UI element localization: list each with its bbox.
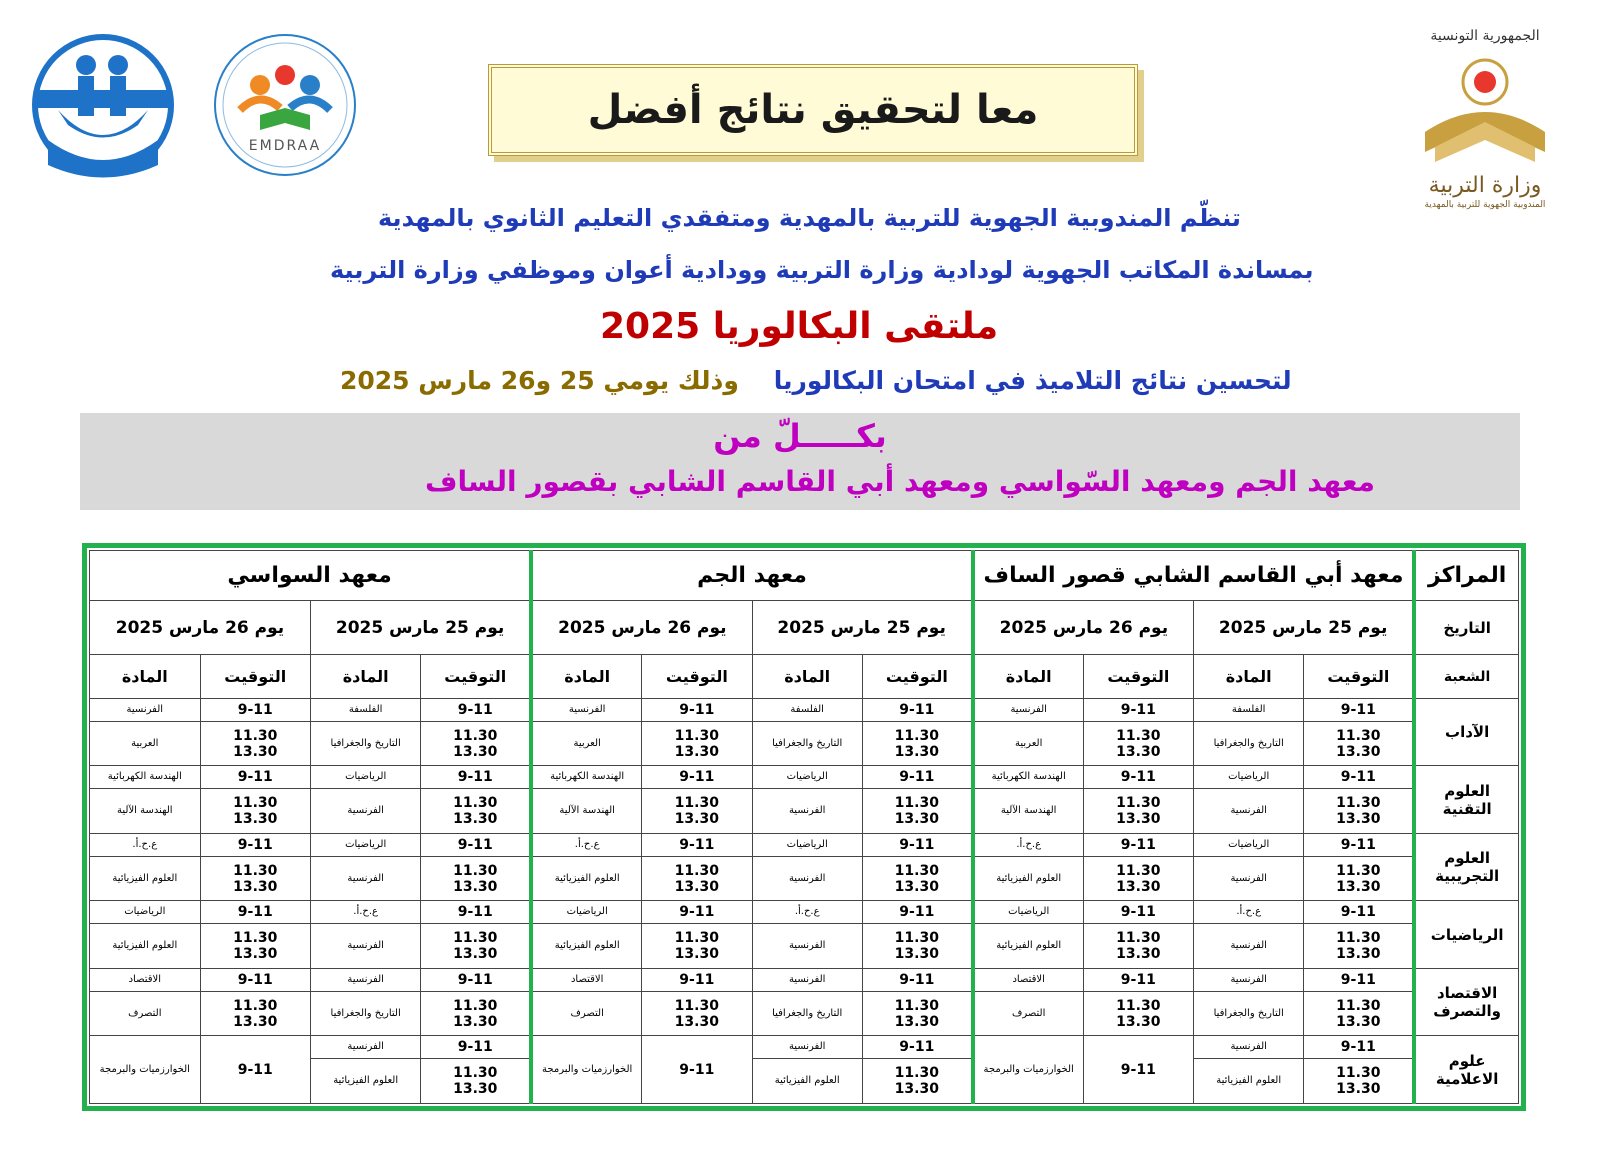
- time-start: 11.30: [1116, 862, 1161, 879]
- date-header: يوم 26 مارس 2025: [973, 601, 1194, 655]
- subject-cell: ع.ح.أ.: [1194, 901, 1304, 924]
- time-start: 11.30: [1336, 727, 1381, 744]
- time-cell: [642, 789, 752, 834]
- subject-cell: التاريخ والجغرافيا: [310, 721, 420, 766]
- subject-cell: الرياضيات: [1194, 766, 1304, 789]
- time-cell: [642, 721, 752, 766]
- time-cell: 9-11: [200, 1036, 310, 1104]
- col-time: التوقيت: [642, 655, 752, 699]
- time-cell: 9-11: [1304, 968, 1414, 991]
- time-cell: 9-11: [642, 901, 752, 924]
- time-end: 13.30: [1116, 1013, 1161, 1030]
- time-cell: [200, 856, 310, 901]
- subject-cell: الرياضيات: [90, 901, 201, 924]
- time-start: 11.30: [233, 862, 278, 879]
- amicale-logo-icon: [18, 30, 188, 180]
- time-cell: [1304, 924, 1414, 969]
- branch-row: [90, 833, 1519, 856]
- time-end: 13.30: [894, 743, 939, 760]
- subject-cell: الرياضيات: [973, 901, 1083, 924]
- time-cell: 9-11: [642, 1036, 752, 1104]
- subject-cell: الرياضيات: [531, 901, 641, 924]
- dates-text: وذلك يومي 25 و26 مارس 2025: [340, 366, 739, 395]
- subject-cell: الفرنسية: [1194, 924, 1304, 969]
- subject-cell: الفرنسية: [1194, 856, 1304, 901]
- time-end: 13.30: [453, 1081, 498, 1098]
- subject-cell: التاريخ والجغرافيا: [752, 991, 862, 1036]
- branch-row: [90, 721, 1519, 766]
- time-start: 11.30: [453, 727, 498, 744]
- time-cell: 9-11: [862, 968, 972, 991]
- subject-cell: الهندسة الآلية: [973, 789, 1083, 834]
- time-end: 13.30: [1116, 946, 1161, 963]
- time-cell: [421, 991, 531, 1036]
- time-end: 13.30: [674, 1013, 719, 1030]
- time-cell: 9-11: [642, 766, 752, 789]
- subject-cell: العربية: [531, 721, 641, 766]
- time-cell: [1304, 1059, 1414, 1104]
- subject-cell: ع.ح.أ.: [310, 901, 420, 924]
- time-cell: 9-11: [200, 833, 310, 856]
- branch-label: العلوم التجريبية: [1414, 833, 1518, 900]
- time-cell: [642, 991, 752, 1036]
- subject-cell: الفرنسية: [752, 856, 862, 901]
- branch-row: [90, 789, 1519, 834]
- time-end: 13.30: [894, 811, 939, 828]
- time-cell: [421, 856, 531, 901]
- time-start: 11.30: [674, 997, 719, 1014]
- subject-cell: الرياضيات: [752, 833, 862, 856]
- date-header: يوم 25 مارس 2025: [1194, 601, 1415, 655]
- subject-cell: العربية: [90, 721, 201, 766]
- subject-cell: الرياضيات: [310, 833, 420, 856]
- support-line: بمساندة المكاتب الجهوية لودادية وزارة التربية وودادية أعوان وموظفي وزارة التربية: [330, 256, 1314, 284]
- col-subject: المادة: [752, 655, 862, 699]
- time-cell: [200, 924, 310, 969]
- subject-cell: العلوم الفيزيائية: [310, 1059, 420, 1104]
- banner-schools: معهد الجم ومعهد السّواسي ومعهد أبي القاسم الشابي بقصور الساف: [424, 465, 1376, 498]
- date-header: يوم 26 مارس 2025: [531, 601, 752, 655]
- col-time: التوقيت: [421, 655, 531, 699]
- time-cell: 9-11: [1083, 901, 1193, 924]
- subject-cell: ع.ح.أ.: [531, 833, 641, 856]
- subject-cell: الرياضيات: [1194, 833, 1304, 856]
- subject-cell: الاقتصاد: [531, 968, 641, 991]
- time-cell: 9-11: [1083, 833, 1193, 856]
- time-cell: [1304, 721, 1414, 766]
- time-end: 13.30: [1336, 878, 1381, 895]
- time-end: 13.30: [453, 946, 498, 963]
- subject-cell: الفرنسية: [310, 968, 420, 991]
- subject-cell: الخوارزميات والبرمجة: [531, 1036, 641, 1104]
- subject-cell: التاريخ والجغرافيا: [752, 721, 862, 766]
- time-cell: [421, 1059, 531, 1104]
- col-subject: المادة: [90, 655, 201, 699]
- subject-cell: الفرنسية: [752, 1036, 862, 1059]
- time-cell: [1304, 856, 1414, 901]
- time-cell: 9-11: [862, 901, 972, 924]
- subject-cell: الفلسفة: [752, 699, 862, 722]
- time-cell: 9-11: [1304, 833, 1414, 856]
- time-end: 13.30: [674, 946, 719, 963]
- svg-text:الجمهورية التونسية: الجمهورية التونسية: [1430, 28, 1540, 44]
- time-cell: 9-11: [1304, 901, 1414, 924]
- subject-cell: الفرنسية: [1194, 968, 1304, 991]
- subject-cell: الهندسة الآلية: [531, 789, 641, 834]
- time-end: 13.30: [453, 811, 498, 828]
- col-subject: المادة: [973, 655, 1083, 699]
- branch-row: [90, 901, 1519, 924]
- time-start: 11.30: [1336, 862, 1381, 879]
- time-cell: 9-11: [862, 833, 972, 856]
- time-end: 13.30: [894, 878, 939, 895]
- center-header: معهد الجم: [531, 551, 973, 601]
- branch-label: الرياضيات: [1414, 901, 1518, 968]
- time-cell: [1304, 991, 1414, 1036]
- col-time: التوقيت: [200, 655, 310, 699]
- time-cell: 9-11: [1304, 699, 1414, 722]
- time-cell: [421, 721, 531, 766]
- subject-cell: الفلسفة: [1194, 699, 1304, 722]
- time-cell: [1083, 721, 1193, 766]
- subject-cell: العلوم الفيزيائية: [752, 1059, 862, 1104]
- time-end: 13.30: [233, 946, 278, 963]
- time-cell: 9-11: [1083, 1036, 1193, 1104]
- time-cell: 9-11: [421, 901, 531, 924]
- branch-row: [90, 856, 1519, 901]
- time-cell: [1083, 789, 1193, 834]
- subject-cell: الاقتصاد: [90, 968, 201, 991]
- time-cell: 9-11: [421, 968, 531, 991]
- schedule-table: [89, 550, 1519, 1104]
- time-cell: [200, 991, 310, 1036]
- subject-cell: الخوارزميات والبرمجة: [90, 1036, 201, 1104]
- subject-cell: الفرنسية: [752, 968, 862, 991]
- time-end: 13.30: [674, 811, 719, 828]
- subject-cell: الفرنسية: [973, 699, 1083, 722]
- emdraa-logo-icon: [200, 30, 370, 180]
- time-start: 11.30: [1116, 930, 1161, 947]
- time-cell: [642, 924, 752, 969]
- time-cell: 9-11: [642, 968, 752, 991]
- subject-cell: الرياضيات: [752, 766, 862, 789]
- time-start: 11.30: [1336, 997, 1381, 1014]
- time-cell: [1083, 924, 1193, 969]
- time-start: 11.30: [674, 930, 719, 947]
- date-header: يوم 25 مارس 2025: [310, 601, 531, 655]
- time-cell: [862, 856, 972, 901]
- time-cell: 9-11: [421, 766, 531, 789]
- time-start: 11.30: [894, 930, 939, 947]
- time-end: 13.30: [233, 878, 278, 895]
- center-header: معهد أبي القاسم الشابي قصور الساف: [973, 551, 1415, 601]
- time-start: 11.30: [453, 1065, 498, 1082]
- subject-cell: التاريخ والجغرافيا: [1194, 721, 1304, 766]
- branch-row: [90, 1036, 1519, 1059]
- time-cell: [642, 856, 752, 901]
- branch-label: علوم الاعلامية: [1414, 1036, 1518, 1104]
- subject-cell: ع.ح.أ.: [90, 833, 201, 856]
- time-cell: 9-11: [200, 901, 310, 924]
- slogan-box: [488, 64, 1138, 156]
- time-cell: [421, 789, 531, 834]
- header-columns-row: [90, 655, 1519, 699]
- time-cell: [862, 721, 972, 766]
- time-end: 13.30: [894, 1081, 939, 1098]
- subject-cell: الهندسة الكهربائية: [90, 766, 201, 789]
- time-start: 11.30: [233, 795, 278, 812]
- time-end: 13.30: [1116, 811, 1161, 828]
- time-cell: [862, 789, 972, 834]
- organizer-line: تنظّم المندوبية الجهوية للتربية بالمهدية ومتفقدي التعليم الثانوي بالمهدية: [378, 204, 1241, 232]
- subject-cell: التصرف: [531, 991, 641, 1036]
- time-start: 11.30: [894, 997, 939, 1014]
- time-end: 13.30: [1336, 1081, 1381, 1098]
- time-cell: [200, 721, 310, 766]
- time-start: 11.30: [674, 727, 719, 744]
- svg-text:EMDRAA: EMDRAA: [248, 138, 322, 154]
- time-cell: [862, 991, 972, 1036]
- time-end: 13.30: [453, 743, 498, 760]
- time-cell: 9-11: [421, 1036, 531, 1059]
- time-end: 13.30: [453, 1013, 498, 1030]
- subject-cell: الفرنسية: [531, 699, 641, 722]
- time-start: 11.30: [894, 727, 939, 744]
- branch-label: العلوم التقنية: [1414, 766, 1518, 833]
- col-time: التوقيت: [862, 655, 972, 699]
- branch-row: [90, 968, 1519, 991]
- time-cell: [1083, 991, 1193, 1036]
- time-cell: [1304, 789, 1414, 834]
- branch-row: [90, 699, 1519, 722]
- subject-cell: الاقتصاد: [973, 968, 1083, 991]
- time-end: 13.30: [233, 811, 278, 828]
- time-start: 11.30: [453, 997, 498, 1014]
- branch-label: الآداب: [1414, 699, 1518, 766]
- time-start: 11.30: [1116, 795, 1161, 812]
- time-cell: [200, 789, 310, 834]
- subject-cell: التاريخ والجغرافيا: [1194, 991, 1304, 1036]
- time-cell: 9-11: [1304, 1036, 1414, 1059]
- time-cell: 9-11: [200, 968, 310, 991]
- subject-cell: الخوارزميات والبرمجة: [973, 1036, 1083, 1104]
- branch-label: الاقتصاد والتصرف: [1414, 968, 1518, 1035]
- time-end: 13.30: [233, 1013, 278, 1030]
- corner-branch: الشعبة: [1414, 655, 1518, 699]
- time-cell: 9-11: [421, 699, 531, 722]
- time-cell: 9-11: [421, 833, 531, 856]
- time-cell: 9-11: [1083, 699, 1193, 722]
- subject-cell: الفرنسية: [310, 1036, 420, 1059]
- schedule-table-frame: [82, 543, 1526, 1111]
- time-cell: 9-11: [1083, 968, 1193, 991]
- purpose-text: لتحسين نتائج التلاميذ في امتحان البكالوريا: [773, 366, 1292, 395]
- time-start: 11.30: [894, 1065, 939, 1082]
- branch-row: [90, 766, 1519, 789]
- svg-text:وزارة التربية: وزارة التربية: [1428, 173, 1542, 198]
- time-start: 11.30: [233, 930, 278, 947]
- slogan-text: معا لتحقيق نتائج أفضل: [587, 87, 1039, 133]
- time-end: 13.30: [674, 743, 719, 760]
- time-start: 11.30: [233, 997, 278, 1014]
- subject-cell: الفرنسية: [90, 699, 201, 722]
- subject-cell: العلوم الفيزيائية: [973, 856, 1083, 901]
- subject-cell: الرياضيات: [310, 766, 420, 789]
- time-cell: 9-11: [642, 699, 752, 722]
- subject-cell: العلوم الفيزيائية: [90, 924, 201, 969]
- subject-cell: العلوم الفيزيائية: [90, 856, 201, 901]
- subject-cell: العلوم الفيزيائية: [1194, 1059, 1304, 1104]
- subject-cell: الفرنسية: [1194, 1036, 1304, 1059]
- subject-cell: العربية: [973, 721, 1083, 766]
- time-start: 11.30: [1336, 1065, 1381, 1082]
- time-start: 11.30: [1336, 795, 1381, 812]
- subject-cell: الفرنسية: [1194, 789, 1304, 834]
- time-end: 13.30: [1116, 878, 1161, 895]
- subject-cell: ع.ح.أ.: [752, 901, 862, 924]
- time-cell: [421, 924, 531, 969]
- time-start: 11.30: [233, 727, 278, 744]
- time-end: 13.30: [674, 878, 719, 895]
- subject-cell: التاريخ والجغرافيا: [310, 991, 420, 1036]
- time-cell: 9-11: [862, 766, 972, 789]
- time-start: 11.30: [674, 862, 719, 879]
- subject-cell: ع.ح.أ.: [973, 833, 1083, 856]
- time-cell: 9-11: [1083, 766, 1193, 789]
- time-start: 11.30: [1336, 930, 1381, 947]
- branch-row: [90, 991, 1519, 1036]
- time-cell: [862, 1059, 972, 1104]
- time-cell: 9-11: [862, 1036, 972, 1059]
- time-start: 11.30: [453, 862, 498, 879]
- time-end: 13.30: [894, 1013, 939, 1030]
- subject-cell: الهندسة الآلية: [90, 789, 201, 834]
- col-time: التوقيت: [1304, 655, 1414, 699]
- subject-cell: الفرنسية: [752, 924, 862, 969]
- col-subject: المادة: [310, 655, 420, 699]
- time-start: 11.30: [674, 795, 719, 812]
- time-end: 13.30: [453, 878, 498, 895]
- time-end: 13.30: [1336, 1013, 1381, 1030]
- time-cell: 9-11: [642, 833, 752, 856]
- col-subject: المادة: [531, 655, 641, 699]
- date-header: يوم 26 مارس 2025: [90, 601, 311, 655]
- event-title: ملتقى البكالوريا 2025: [600, 306, 999, 347]
- header-dates-row: [90, 601, 1519, 655]
- col-time: التوقيت: [1083, 655, 1193, 699]
- corner-date: التاريخ: [1414, 601, 1518, 655]
- time-end: 13.30: [1336, 946, 1381, 963]
- purpose-line: [340, 366, 1292, 395]
- time-start: 11.30: [1116, 727, 1161, 744]
- branch-row: [90, 924, 1519, 969]
- time-end: 13.30: [233, 743, 278, 760]
- subject-cell: العلوم الفيزيائية: [973, 924, 1083, 969]
- time-cell: [862, 924, 972, 969]
- col-subject: المادة: [1194, 655, 1304, 699]
- time-start: 11.30: [1116, 997, 1161, 1014]
- subject-cell: الهندسة الكهربائية: [973, 766, 1083, 789]
- corner-centers: المراكز: [1414, 551, 1518, 601]
- time-cell: 9-11: [200, 766, 310, 789]
- subject-cell: العلوم الفيزيائية: [531, 924, 641, 969]
- time-cell: 9-11: [200, 699, 310, 722]
- time-end: 13.30: [894, 946, 939, 963]
- time-start: 11.30: [453, 795, 498, 812]
- time-end: 13.30: [1336, 743, 1381, 760]
- subject-cell: الفرنسية: [752, 789, 862, 834]
- subject-cell: التصرف: [973, 991, 1083, 1036]
- time-end: 13.30: [1336, 811, 1381, 828]
- subject-cell: التصرف: [90, 991, 201, 1036]
- svg-text:المندوبية الجهوية للتربية بالم: المندوبية الجهوية للتربية بالمهدية: [1424, 200, 1546, 210]
- date-header: يوم 25 مارس 2025: [752, 601, 973, 655]
- time-start: 11.30: [453, 930, 498, 947]
- time-end: 13.30: [1116, 743, 1161, 760]
- schools-banner: [80, 413, 1520, 510]
- subject-cell: الفرنسية: [310, 789, 420, 834]
- center-header: معهد السواسي: [90, 551, 532, 601]
- header-centers-row: [90, 551, 1519, 601]
- time-cell: 9-11: [862, 699, 972, 722]
- subject-cell: الفلسفة: [310, 699, 420, 722]
- subject-cell: الفرنسية: [310, 856, 420, 901]
- time-start: 11.30: [894, 862, 939, 879]
- subject-cell: الهندسة الكهربائية: [531, 766, 641, 789]
- time-cell: [1083, 856, 1193, 901]
- subject-cell: الفرنسية: [310, 924, 420, 969]
- time-start: 11.30: [894, 795, 939, 812]
- banner-title: بكـــــلّ من: [713, 417, 887, 455]
- ministry-emblem-icon: [1405, 22, 1565, 212]
- time-cell: 9-11: [1304, 766, 1414, 789]
- subject-cell: العلوم الفيزيائية: [531, 856, 641, 901]
